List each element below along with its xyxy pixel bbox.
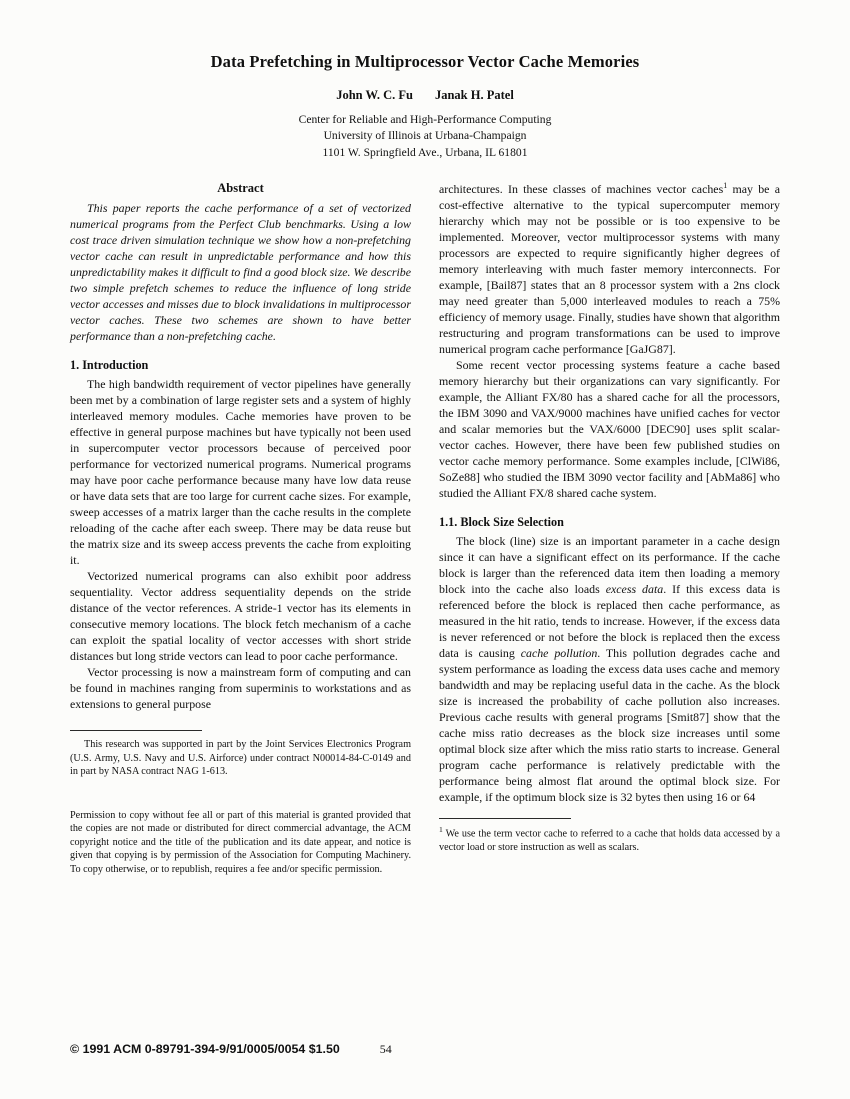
- footnote-1: [439, 825, 780, 854]
- right-footnote-block: [439, 818, 780, 854]
- abstract-text: This paper reports the cache performance of a set of vectorized numerical programs from the Perfect Club benchmarks. Using a low cost trace driven simulation technique we show how a non-prefetching vector cache can result in unpredictable performance and how this unpredictability makes it difficult to find a good block size. We describe two simple prefetch schemes to reduce the influence of long stride vector accesses and misses due to block invalidations in multiprocessor vector caches. These two schemes are shown to have better performance than a non-prefetching cache.: [70, 201, 411, 344]
- affiliation-line-1: Center for Reliable and High-Performance Computing: [298, 113, 552, 126]
- right-p3-part-a: The block (line) size is an important parameter in a cache design since it can have a significant effect on its performance. If the cache block is larger than the referenced data item then loading a memory block into the cache also loads: [439, 534, 780, 597]
- right-paragraph-1: [439, 181, 780, 357]
- affiliation-line-3: 1101 W. Springfield Ave., Urbana, IL 61801: [322, 145, 528, 159]
- affiliation-line-2: University of Illinois at Urbana-Champaign: [323, 129, 527, 143]
- intro-paragraph-2: Vectorized numerical programs can also exhibit poor address sequentiality. Vector address sequentiality depends on the stride distance of the vector references. A stride-1 vector has its elements in consecutive memory locations. The block fetch mechanism of a cache can exploit the spatial locality of vector accesses with short stride distances but long stride vectors can lead to poor cache performance.: [70, 569, 411, 664]
- author-list: [70, 88, 780, 103]
- page-number: 54: [379, 1042, 392, 1056]
- intro-paragraph-1: The high bandwidth requirement of vector pipelines have generally been met by a combination of large register sets and a system of highly interleaved memory modules. Cache memories have proven to be effective in general purpose machines but have typically not been used in supercomputer vector processors because of perceived poor performance for vectorized numerical programs. Numerical programs may have poor cache performance because many have low data reuse or have data sets that are too large for current cache sizes. For example, sweep accesses of a matrix larger than the cache results in the complete reloading of the cache after each sweep. There may be data reuse but the matrix size and its sweep access prevents the cache from exploiting it.: [70, 377, 411, 568]
- intro-paragraph-3: Vector processing is now a mainstream form of computing and can be found in machines ranging from superminis to workstations and as extensions to general purpose: [70, 665, 411, 712]
- two-column-body: [70, 181, 780, 876]
- page-content: [70, 52, 780, 876]
- emphasis-cache-pollution: cache pollution: [520, 646, 598, 661]
- section-heading-introduction: 1. Introduction: [70, 358, 149, 373]
- footnote-marker-1: 1: [723, 181, 728, 191]
- right-p1-post: may be a cost-effective alternative to the typical supercomputer memory hierarchy which may not be possible or is too expensive to be implemented. Moreover, vector multiprocessor systems with many processors are expected to require significantly higher degrees of memory interleaving with much faster memory interconnects. For example, [Bail87] states that an 8 processor system with a 2ns clock may need greater than 5,000 interleaved modules to reach a 75% efficiency of memory usage. Finally, studies have shown that algorithm restructuring and program transformations can be used to improve numerical program cache performance [GaJG87].: [439, 182, 781, 357]
- author-2: Janak H. Patel: [434, 88, 514, 102]
- right-column: [439, 181, 780, 876]
- right-footnote-rule: [439, 818, 571, 819]
- author-1: John W. C. Fu: [336, 88, 413, 102]
- copyright-line: © 1991 ACM 0-89791-394-9/91/0005/0054 $1.50: [70, 1042, 340, 1056]
- left-column: [70, 181, 411, 876]
- page-footer: [70, 1042, 780, 1057]
- funding-footnote: This research was supported in part by the Joint Services Electronics Program (U.S. Army, U.S. Navy and U.S. Airforce) under contract N00014-84-C-0149 and in part by NASA contract NAG 1-613.: [70, 739, 411, 778]
- right-p3-part-b: . If this excess data is referenced before the block is replaced then cache performance, as measured in the hit ratio, tends to increase. However, if the excess data is never referenced or not before the block is replaced then the excess data is causing: [439, 582, 780, 661]
- footnote-rule: [70, 730, 202, 731]
- right-paragraph-3: [439, 533, 780, 805]
- emphasis-excess-data: excess data: [605, 582, 664, 597]
- section-heading-block-size-selection: 1.1. Block Size Selection: [439, 515, 564, 530]
- right-paragraph-2: Some recent vector processing systems feature a cache based memory hierarchy but their organizations can vary significantly. For example, the Alliant FX/80 has a shared cache for all the processors, the IBM 3090 and VAX/9000 machines have unified caches for vector and scalar memories but the VAX/6000 [DEC90] uses split scalar-vector caches. However, there have been few published studies on vector cache memory performance. Some examples include, [ClWi86, SoZe88] who studied the IBM 3090 vector facility and [AbMa86] who studied the Alliant FX/8 shared cache system.: [439, 358, 780, 501]
- right-p1-pre: architectures. In these classes of machines vector caches: [439, 182, 724, 197]
- abstract-heading: Abstract: [217, 181, 264, 196]
- right-p3-part-c: . This pollution degrades cache and system performance as loading the excess data uses cache and memory bandwidth and may be replacing useful data in the cache. As the block size is increased the probability of cache pollution also increases. Previous cache results with general programs [Smit87] show that the cache miss ratio decreases as the block size increases until some optimal block size after which the miss ratio starts to increase. General program cache performance is relatively predictable with the performance being almost flat around the optimal block size. For example, if the optimum block size is 32 bytes then using 16 or 64: [439, 646, 780, 805]
- acm-notice-text: Permission to copy without fee all or part of this material is granted provided that the copies are not made or distributed for direct commercial advantage, the ACM copyright notice and the title of the publication and its date appear, and notice is given that copying is by permission of the Association for Computing Machinery. To copy otherwise, or to republish, requires a fee and/or specific permission.: [70, 809, 411, 875]
- footnote-1-marker: 1: [439, 825, 443, 835]
- acm-copyright-notice: [70, 809, 411, 876]
- footnote-1-text: We use the term vector cache to referred to a cache that holds data accessed by a vector load or store instruction as well as scalars.: [439, 828, 780, 854]
- page-title: Data Prefetching in Multiprocessor Vector Cache Memories: [210, 52, 640, 71]
